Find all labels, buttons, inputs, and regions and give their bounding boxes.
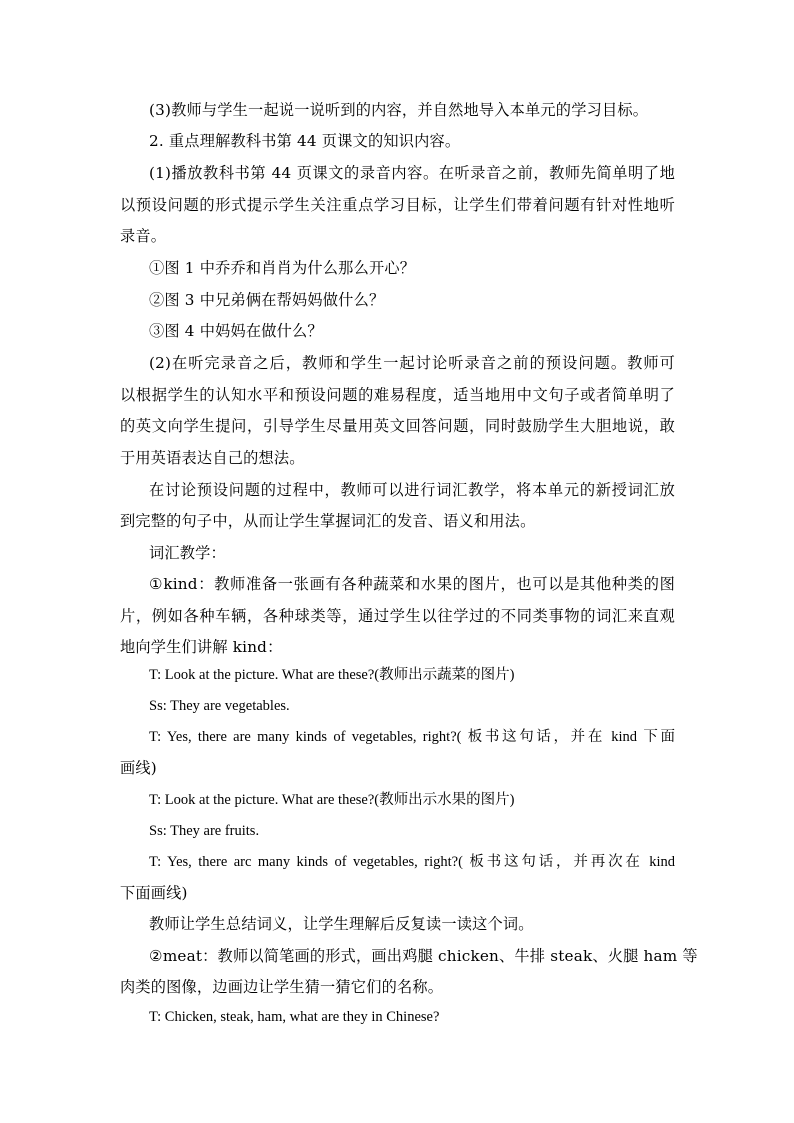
paragraph-line: ①kind：教师准备一张画有各种蔬菜和水果的图片，也可以是其他种类的图 bbox=[149, 575, 675, 593]
dialogue-line: 画线) bbox=[120, 759, 157, 777]
paragraph-line: 以预设问题的形式提示学生关注重点学习目标，让学生们带着问题有针对性地听 bbox=[120, 196, 675, 214]
paragraph-line: 录音。 bbox=[120, 227, 167, 245]
dialogue-line: Ss: They are fruits. bbox=[149, 823, 260, 839]
dialogue-line: T: Look at the picture. What are these?(教师出示水果的图片) bbox=[149, 792, 515, 808]
subheading: 词汇教学： bbox=[149, 544, 226, 562]
paragraph-line: 片，例如各种车辆，各种球类等，通过学生以往学过的不同类事物的词汇来直观 bbox=[120, 607, 675, 625]
section-heading: 2. 重点理解教科书第 44 页课文的知识内容。 bbox=[149, 132, 461, 150]
paragraph-line: 的英文向学生提问，引导学生尽量用英文回答问题，同时鼓励学生大胆地说，敢 bbox=[120, 417, 675, 435]
dialogue-line: T: Chicken, steak, ham, what are they in Chinese? bbox=[149, 1009, 440, 1025]
question-item: ②图 3 中兄弟俩在帮妈妈做什么？ bbox=[149, 291, 385, 309]
dialogue-line: T: Yes, there are many kinds of vegetables, right?( 板书这句话，并在 kind 下面 bbox=[149, 729, 675, 745]
paragraph-line: (3)教师与学生一起说一说听到的内容，并自然地导入本单元的学习目标。 bbox=[149, 101, 649, 119]
paragraph-line: 肉类的图像，边画边让学生猜一猜它们的名称。 bbox=[120, 978, 444, 996]
paragraph-line: (1)播放教科书第 44 页课文的录音内容。在听录音之前，教师先简单明了地 bbox=[149, 164, 675, 182]
question-item: ③图 4 中妈妈在做什么？ bbox=[149, 322, 323, 340]
dialogue-line: 下面画线) bbox=[120, 884, 188, 902]
paragraph-line: 教师让学生总结词义，让学生理解后反复读一读这个词。 bbox=[149, 915, 534, 933]
paragraph-line: (2)在听完录音之后，教师和学生一起讨论听录音之前的预设问题。教师可 bbox=[149, 354, 675, 372]
dialogue-line: T: Look at the picture. What are these?(教师出示蔬菜的图片) bbox=[149, 667, 515, 683]
question-item: ①图 1 中乔乔和肖肖为什么那么开心？ bbox=[149, 259, 416, 277]
paragraph-line: ②meat：教师以简笔画的形式，画出鸡腿 chicken、牛排 steak、火腿 ham 等 bbox=[149, 947, 698, 965]
paragraph-line: 到完整的句子中，从而让学生掌握词汇的发音、语义和用法。 bbox=[120, 512, 536, 530]
paragraph-line: 地向学生们讲解 kind： bbox=[120, 638, 283, 656]
paragraph-line: 在讨论预设问题的过程中，教师可以进行词汇教学，将本单元的新授词汇放 bbox=[149, 481, 675, 499]
paragraph-line: 于用英语表达自己的想法。 bbox=[120, 449, 305, 467]
dialogue-line: T: Yes, there arc many kinds of vegetables, right?( 板书这句话，并再次在 kind bbox=[149, 854, 675, 870]
dialogue-line: Ss: They are vegetables. bbox=[149, 698, 290, 714]
paragraph-line: 以根据学生的认知水平和预设问题的难易程度，适当地用中文句子或者简单明了 bbox=[120, 386, 675, 404]
